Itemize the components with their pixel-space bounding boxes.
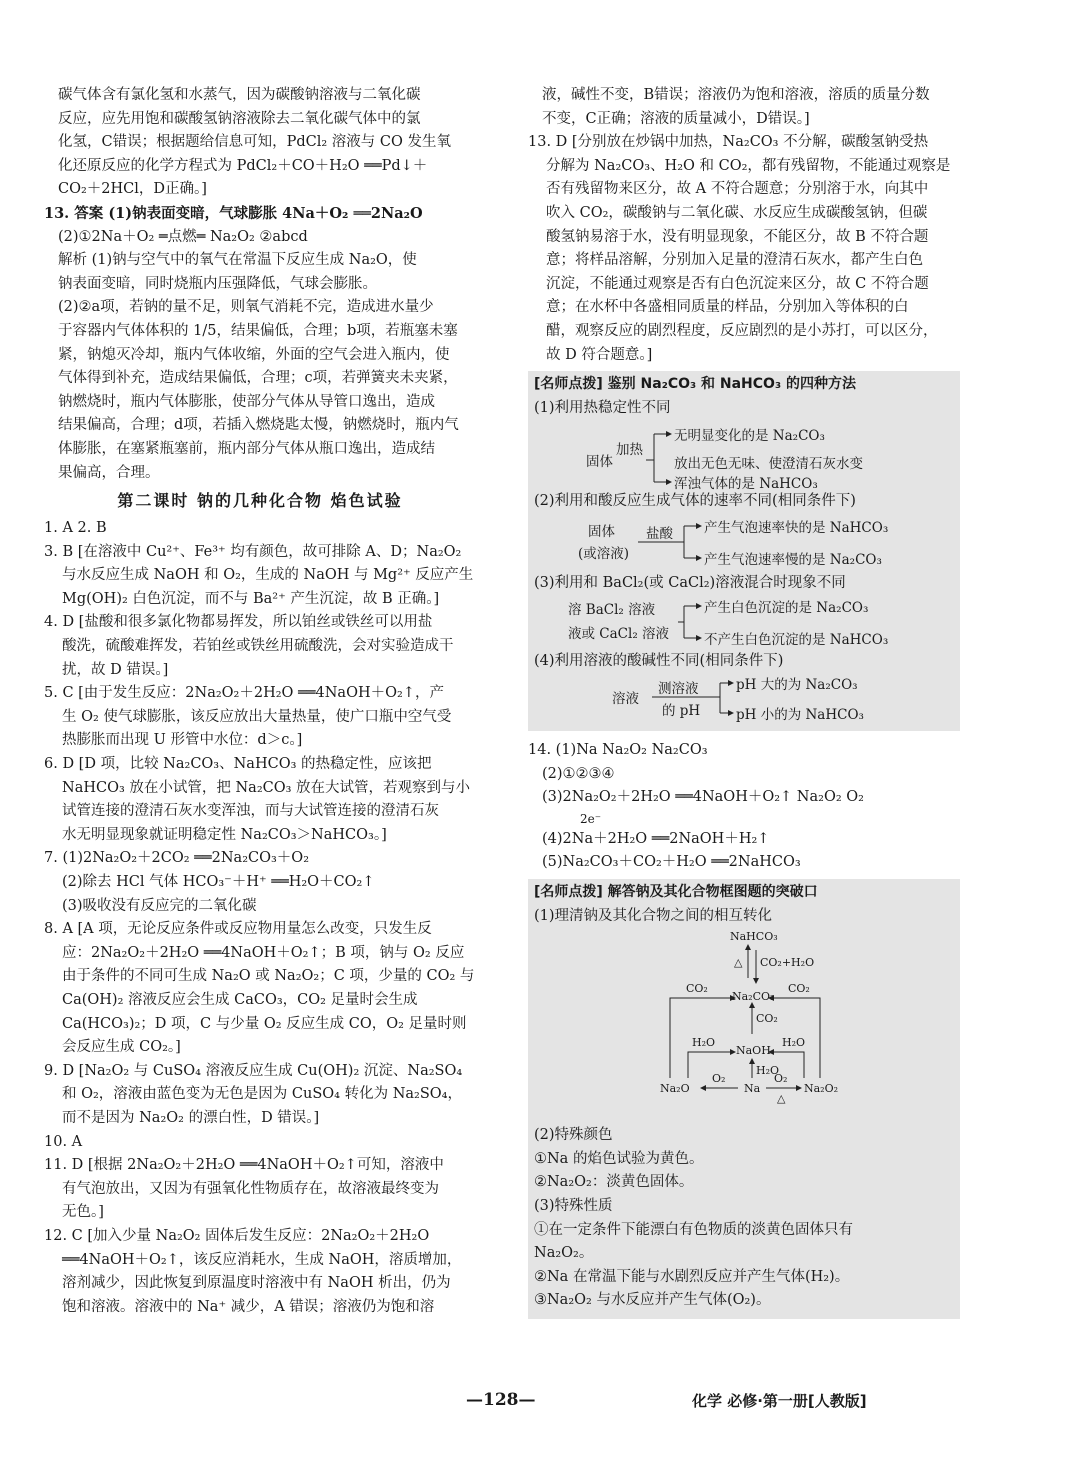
answer-line: 意；在水杯中各盛相同质量的样品，分别加入等体积的白 bbox=[546, 299, 909, 316]
analysis-line: 气体得到补充，造成结果偏低，合理；c项，若弹簧夹未夹紧， bbox=[58, 370, 458, 387]
analysis-line: 结果偏高，合理；d项，若插入燃烧匙太慢，钠燃烧时，瓶内气 bbox=[58, 417, 459, 434]
tip-title: [名师点拨] 鉴别 Na₂CO₃ 和 NaHCO₃ 的四种方法 bbox=[534, 376, 856, 393]
label-na2o: Na₂O bbox=[660, 1082, 690, 1096]
branch-a: pH 大的为 Na₂CO₃ bbox=[736, 677, 858, 694]
analysis-line: 紧，钠熄灭冷却，瓶内气体收缩，外面的空气会进入瓶内，使 bbox=[58, 346, 450, 363]
root-label-2: (或溶液) bbox=[578, 545, 630, 562]
q13-answer: 13. 答案 (1)钠表面变暗，气球膨胀 4Na＋O₂ ══2Na₂O bbox=[44, 204, 423, 222]
answer-line: 意；将样品溶解，分别加入足量的澄清石灰水，都产生白色 bbox=[546, 252, 923, 269]
branch-b2: 浑浊气体的是 NaHCO₃ bbox=[674, 476, 818, 493]
label-co2-right: CO₂ bbox=[788, 982, 810, 996]
tip-box-cycle bbox=[528, 879, 960, 1319]
method-4: (4)利用溶液的酸碱性不同(相同条件下) bbox=[534, 652, 784, 669]
answer-line: 生 O₂ 使气球膨胀，该反应放出大量热量，使广口瓶中空气受 bbox=[62, 708, 452, 725]
answer-line: 故 D 符合题意。] bbox=[546, 346, 653, 363]
book-title: 化学 必修·第一册[人教版] bbox=[692, 1392, 867, 1410]
analysis-line: 钠表面变暗，同时烧瓶内压强降低，气球会膨胀。 bbox=[58, 275, 377, 292]
arrow-label-2: 的 pH bbox=[662, 703, 701, 720]
label-na2co3: Na₂CO₃ bbox=[732, 990, 775, 1004]
section-title: 第二课时 钠的几种化合物 焰色试验 bbox=[117, 491, 403, 511]
tip-point: ②Na 在常温下能与水剧烈反应并产生气体(H₂)。 bbox=[534, 1268, 850, 1285]
branch-a: 无明显变化的是 Na₂CO₃ bbox=[674, 428, 825, 445]
text-line: 化还原反应的化学方程式为 PdCl₂＋CO＋H₂O ══Pd↓＋ bbox=[58, 157, 428, 174]
label-co2-left: CO₂ bbox=[686, 982, 708, 996]
answer-line: 有气泡放出，又因为有强氧化性物质存在，故溶液最终变为 bbox=[62, 1180, 439, 1197]
tip-point: ①Na 的焰色试验为黄色。 bbox=[534, 1150, 704, 1167]
answer-line: 10. A bbox=[44, 1133, 83, 1150]
tip-point: ②Na₂O₂：淡黄色固体。 bbox=[534, 1174, 694, 1191]
method-1: (1)利用热稳定性不同 bbox=[534, 399, 671, 416]
answer-line: 会反应生成 CO₂。] bbox=[62, 1039, 181, 1056]
label-co2-mid: CO₂ bbox=[756, 1012, 778, 1026]
q14-line: 14. (1)Na Na₂O₂ Na₂CO₃ bbox=[528, 742, 708, 759]
answer-line: 6. D [D 项，比较 Na₂CO₃、NaHCO₃ 的热稳定性，应该把 bbox=[44, 756, 432, 773]
text-line: 不变，C正确；溶液的质量减小，D错误。] bbox=[542, 110, 810, 127]
q14-line: (4)2Na＋2H₂O ══2NaOH＋H₂↑ bbox=[542, 830, 770, 847]
answer-line: 酸洗，硫酸难挥发，若铂丝或铁丝用硫酸洗，会对实验造成干 bbox=[62, 638, 454, 655]
method-2: (2)利用和酸反应生成气体的速率不同(相同条件下) bbox=[534, 493, 856, 510]
answer-line: ══4NaOH＋O₂↑，该反应消耗水，生成 NaOH，溶质增加， bbox=[62, 1251, 462, 1268]
analysis-line: 解析 (1)钠与空气中的氧气在常温下反应生成 Na₂O，使 bbox=[58, 252, 417, 269]
arrow-label: 加热 bbox=[616, 442, 643, 459]
tip-box-methods bbox=[528, 371, 960, 731]
tip-point: ③Na₂O₂ 与水反应并产生气体(O₂)。 bbox=[534, 1292, 771, 1309]
label-o2-right: O₂ bbox=[774, 1072, 788, 1086]
label-h2o-left: H₂O bbox=[692, 1036, 716, 1050]
branch-b: pH 小的为 NaHCO₃ bbox=[736, 707, 864, 724]
tip-title: [名师点拨] 解答钠及其化合物框图题的突破口 bbox=[534, 884, 818, 901]
label-delta: △ bbox=[734, 956, 743, 970]
method-2-diagram bbox=[534, 514, 954, 572]
root-label: 溶液 bbox=[612, 691, 639, 708]
analysis-line: 钠燃烧时，瓶内气体膨胀，使部分气体从导管口逸出，造成 bbox=[58, 393, 435, 410]
answer-line: (2)除去 HCl 气体 HCO₃⁻＋H⁺ ══H₂O＋CO₂↑ bbox=[62, 874, 375, 890]
root-label-2: 液或 CaCl₂ 溶液 bbox=[568, 625, 670, 642]
branch-b: 产生气泡速率慢的是 Na₂CO₃ bbox=[704, 551, 882, 568]
tip-sub: (3)特殊性质 bbox=[534, 1198, 613, 1215]
answer-line: 饱和溶液。溶液中的 Na⁺ 减少，A 错误；溶液仍为饱和溶 bbox=[62, 1298, 435, 1315]
text-line: 液，碱性不变，B错误；溶液仍为饱和溶液，溶质的质量分数 bbox=[542, 87, 930, 103]
answer-line: 试管连接的澄清石灰水变浑浊，而与大试管连接的澄清石灰 bbox=[62, 803, 439, 820]
method-4-diagram bbox=[534, 673, 954, 725]
page-number: —128— bbox=[466, 1390, 536, 1410]
answer-line: 3. B [在溶液中 Cu²⁺、Fe³⁺ 均有颜色，故可排除 A、D；Na₂O₂ bbox=[44, 543, 462, 560]
analysis-line: (2)②a项，若钠的量不足，则氧气消耗不完，造成进水量少 bbox=[58, 299, 434, 316]
tip-point: Na₂O₂。 bbox=[534, 1245, 594, 1262]
label-naoh: NaOH bbox=[736, 1044, 771, 1058]
answer-line: 4. D [盐酸和很多氯化物都易挥发，所以铂丝或铁丝可以用盐 bbox=[44, 614, 433, 631]
answer-line: 无色。] bbox=[62, 1204, 104, 1221]
method-3: (3)利用和 BaCl₂(或 CaCl₂)溶液混合时现象不同 bbox=[534, 574, 846, 591]
answer-line: 5. C [由于发生反应：2Na₂O₂＋2H₂O ══4NaOH＋O₂↑，产 bbox=[44, 685, 444, 702]
answer-line: 1. A 2. B bbox=[44, 520, 107, 537]
q14-line: (3)2Na₂O₂＋2H₂O ══4NaOH＋O₂↑ Na₂O₂ O₂ bbox=[542, 789, 864, 806]
answer-line: 水无明显现象就证明稳定性 Na₂CO₃＞NaHCO₃。] bbox=[62, 826, 387, 843]
analysis-line: 体膨胀，在塞紧瓶塞前，瓶内部分气体从瓶口逸出，造成结 bbox=[58, 440, 435, 457]
answer-line: Ca(HCO₃)₂；D 项，C 与少量 O₂ 反应生成 CO，O₂ 足量时则 bbox=[62, 1015, 467, 1032]
text-line: 反应，应先用饱和碳酸氢钠溶液除去二氧化碳气体中的氯 bbox=[58, 110, 421, 127]
tip-sub: (2)特殊颜色 bbox=[534, 1127, 613, 1144]
arrow-label: 测溶液 bbox=[658, 681, 699, 698]
answer-line: 分解为 Na₂CO₃、H₂O 和 CO₂，都有残留物，不能通过观察是 bbox=[546, 157, 951, 174]
answer-line: 扰，故 D 错误。] bbox=[62, 661, 169, 678]
answer-line: 12. C [加入少量 Na₂O₂ 固体后发生反应：2Na₂O₂＋2H₂O bbox=[44, 1227, 430, 1244]
answer-line: 8. A [A 项，无论反应条件或反应物用量怎么改变，只发生反 bbox=[44, 921, 432, 938]
answer-line: 和 O₂，溶液由蓝色变为无色是因为 CuSO₄ 转化为 Na₂SO₄， bbox=[62, 1086, 462, 1103]
branch-a: 产生白色沉淀的是 Na₂CO₃ bbox=[704, 599, 869, 616]
q14-line: (5)Na₂CO₃＋CO₂＋H₂O ══2NaHCO₃ bbox=[542, 854, 801, 871]
answer-list bbox=[44, 517, 476, 1319]
method-1-diagram bbox=[534, 420, 954, 493]
q13-answer-2: (2)①2Na＋O₂ ═点燃═ Na₂O₂ ②abcd bbox=[58, 228, 308, 245]
q13-block bbox=[528, 131, 960, 367]
sodium-cycle-diagram bbox=[534, 928, 954, 1124]
branch-a: 产生气泡速率快的是 NaHCO₃ bbox=[704, 519, 889, 536]
root-label: 固体 bbox=[586, 454, 613, 471]
label-co2-h2o: CO₂+H₂O bbox=[760, 956, 815, 970]
text-line: CO₂＋2HCl，D正确。] bbox=[58, 181, 207, 198]
tip-sub: (1)理清钠及其化合物之间的相互转化 bbox=[534, 907, 773, 924]
answer-line: 醋，观察反应的剧烈程度，反应剧烈的是小苏打，可以区分， bbox=[546, 322, 938, 339]
answer-line: 与水反应生成 NaOH 和 O₂，生成的 NaOH 与 Mg²⁺ 反应产生 bbox=[62, 567, 474, 584]
tip-point: ①在一定条件下能漂白有色物质的淡黄色固体只有 bbox=[534, 1221, 853, 1238]
text-line: 碳气体含有氯化氢和水蒸气，因为碳酸钠溶液与二氧化碳 bbox=[58, 87, 421, 103]
answer-line: 由于条件的不同可生成 Na₂O 或 Na₂O₂；C 项，少量的 CO₂ 与 bbox=[62, 968, 475, 985]
answer-line: NaHCO₃ 放在小试管，把 Na₂CO₃ 放在大试管，若观察到与小 bbox=[62, 779, 471, 796]
answer-line: 13. D [分别放在炒锅中加热，Na₂CO₃ 不分解，碳酸氢钠受热 bbox=[528, 134, 929, 151]
left-column bbox=[44, 84, 476, 1319]
label-o2-left: O₂ bbox=[712, 1072, 726, 1086]
method-3-diagram bbox=[534, 596, 954, 650]
root-label: 固体 bbox=[588, 523, 615, 540]
answer-line: 沉淀，不能通过观察是否有白色沉淀来区分，故 C 不符合题 bbox=[546, 275, 929, 292]
root-label: 溶 BaCl₂ 溶液 bbox=[568, 601, 656, 618]
branch-b: 不产生白色沉淀的是 NaHCO₃ bbox=[704, 631, 889, 648]
branch-b1: 放出无色无味、使澄清石灰水变 bbox=[674, 456, 863, 473]
label-nahco3: NaHCO₃ bbox=[730, 930, 778, 944]
right-column bbox=[528, 84, 960, 1319]
answer-line: Ca(OH)₂ 溶液反应会生成 CaCO₃，CO₂ 足量时会生成 bbox=[62, 991, 418, 1008]
answer-line: 7. (1)2Na₂O₂＋2CO₂ ══2Na₂CO₃＋O₂ bbox=[44, 850, 310, 867]
q14-line: (2)①②③④ bbox=[542, 765, 615, 782]
electron-transfer-label: 2e⁻ bbox=[580, 811, 602, 826]
text-line: 化氢，C错误；根据题给信息可知，PdCl₂ 溶液与 CO 发生氧 bbox=[58, 134, 451, 151]
answer-line: (3)吸收没有反应完的二氧化碳 bbox=[62, 897, 257, 914]
analysis-line: 于容器内气体体积的 1/5，结果偏低，合理；b项，若瓶塞未塞 bbox=[58, 322, 458, 339]
analysis-line: 果偏高，合理。 bbox=[58, 464, 160, 481]
answer-line: 11. D [根据 2Na₂O₂＋2H₂O ══4NaOH＋O₂↑可知，溶液中 bbox=[44, 1157, 444, 1174]
label-h2o-mid: H₂O bbox=[756, 1064, 780, 1078]
label-na: Na bbox=[744, 1082, 761, 1096]
answer-line: 应：2Na₂O₂＋2H₂O ══4NaOH＋O₂↑；B 项，钠与 O₂ 反应 bbox=[62, 944, 465, 961]
answer-line: 否有残留物来区分，故 A 不符合题意；分别溶于水，向其中 bbox=[546, 181, 929, 198]
answer-line: 而不是因为 Na₂O₂ 的漂白性，D 错误。] bbox=[62, 1109, 320, 1126]
answer-line: 溶剂减少，因此恢复到原温度时溶液中有 NaOH 析出，仍为 bbox=[62, 1275, 451, 1292]
answer-line: Mg(OH)₂ 白色沉淀，而不与 Ba²⁺ 产生沉淀，故 B 正确。] bbox=[62, 590, 440, 607]
answer-line: 9. D [Na₂O₂ 与 CuSO₄ 溶液反应生成 Cu(OH)₂ 沉淀、Na₂SO₄ bbox=[44, 1062, 463, 1079]
answer-line: 热膨胀而出现 U 形管中水位：d＞c。] bbox=[62, 732, 303, 749]
answer-line: 酸氢钠易溶于水，没有明显现象，不能区分，故 B 不符合题 bbox=[546, 228, 929, 245]
label-h2o-right: H₂O bbox=[782, 1036, 806, 1050]
answer-line: 吹入 CO₂，碳酸钠与二氧化碳、水反应生成碳酸氢钠，但碳 bbox=[546, 204, 928, 221]
label-delta-2: △ bbox=[777, 1092, 786, 1106]
arrow-label: 盐酸 bbox=[646, 525, 673, 542]
label-na2o2: Na₂O₂ bbox=[804, 1082, 839, 1096]
